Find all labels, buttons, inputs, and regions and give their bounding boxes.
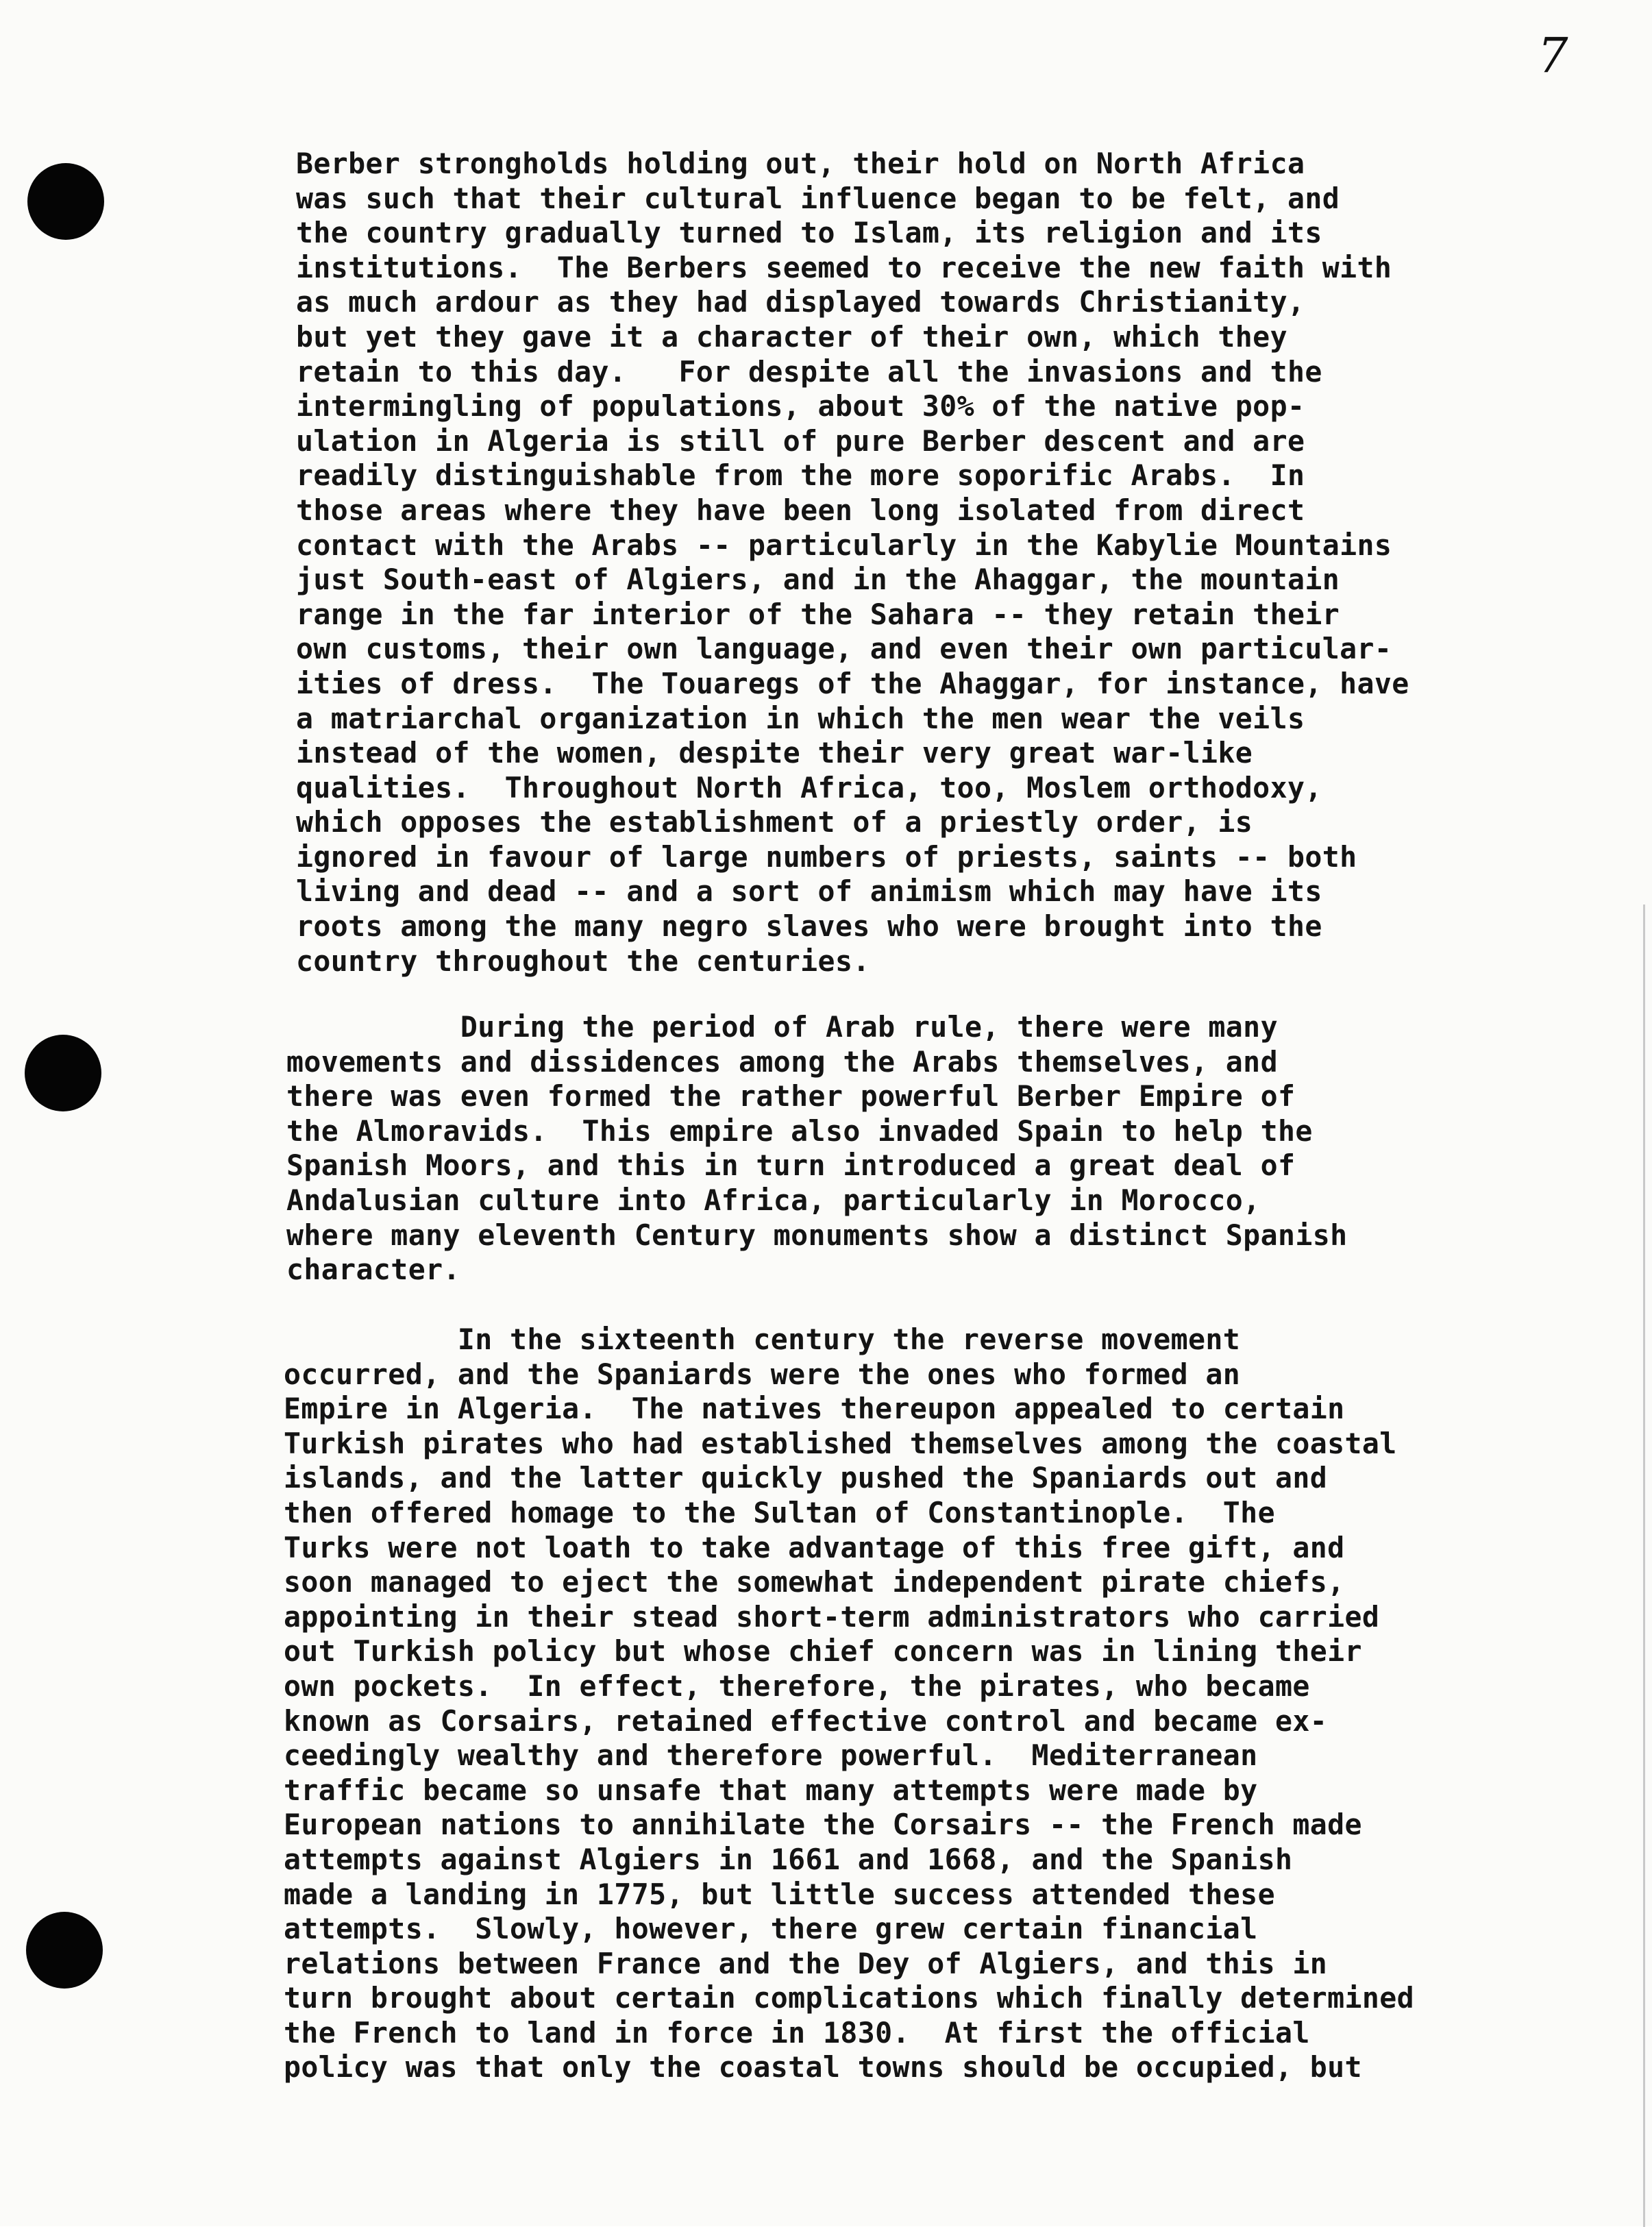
text-line: range in the far interior of the Sahara -- they retain their	[296, 597, 1340, 631]
text-line: those areas where they have been long isolated from direct	[296, 493, 1305, 527]
text-line: instead of the women, despite their very great war-like	[296, 736, 1253, 770]
text-line: contact with the Arabs -- particularly in the Kabylie Mountains	[296, 528, 1392, 562]
text-line: qualities. Throughout North Africa, too, Moslem orthodoxy,	[296, 770, 1322, 804]
text-line: ignored in favour of large numbers of priests, saints -- both	[296, 839, 1357, 874]
text-line: living and dead -- and a sort of animism which may have its	[296, 874, 1322, 909]
text-line: soon managed to eject the somewhat independent pirate chiefs,	[284, 1565, 1345, 1599]
text-line: where many eleventh Century monuments show a distinct Spanish	[286, 1218, 1348, 1252]
text-line: Andalusian culture into Africa, particularly in Morocco,	[286, 1183, 1261, 1217]
text-line: intermingling of populations, about 30% of the native pop-	[296, 389, 1305, 423]
text-line: retain to this day. For despite all the invasions and the	[296, 354, 1322, 389]
text-line: During the period of Arab rule, there were many	[286, 1010, 1278, 1044]
text-line: Berber strongholds holding out, their hold on North Africa	[296, 147, 1305, 180]
text-line: character.	[286, 1253, 460, 1287]
text-line: attempts against Algiers in 1661 and 1668, and the Spanish	[284, 1842, 1293, 1876]
text-line: ities of dress. The Touaregs of the Ahaggar, for instance, have	[296, 666, 1409, 700]
text-line: the Almoravids. This empire also invaded Spain to help the	[286, 1114, 1313, 1148]
text-line: a matriarchal organization in which the men wear the veils	[296, 701, 1305, 735]
text-line: ceedingly wealthy and therefore powerful. Mediterranean	[284, 1738, 1258, 1773]
text-line: Turkish pirates who had established themselves among the coastal	[284, 1426, 1397, 1460]
text-line: there was even formed the rather powerful Berber Empire of	[286, 1079, 1296, 1114]
text-line: was such that their cultural influence began to be felt, and	[296, 181, 1340, 215]
text-line: islands, and the latter quickly pushed the Spaniards out and	[284, 1461, 1328, 1495]
text-line: own pockets. In effect, therefore, the pirates, who became	[284, 1669, 1310, 1703]
text-line: Empire in Algeria. The natives thereupon appealed to certain	[284, 1392, 1345, 1426]
paper-edge-shadow	[1643, 905, 1645, 2227]
text-line: Turks were not loath to take advantage of this free gift, and	[284, 1530, 1345, 1564]
text-line: which opposes the establishment of a priestly order, is	[296, 805, 1253, 839]
text-line: the French to land in force in 1830. At first the official	[284, 2015, 1310, 2050]
text-line: policy was that only the coastal towns should be occupied, but	[284, 2050, 1362, 2084]
text-line: institutions. The Berbers seemed to receive the new faith with	[296, 250, 1392, 284]
text-line: readily distinguishable from the more soporific Arabs. In	[296, 458, 1305, 493]
punch-hole	[26, 1912, 103, 1989]
text-line: the country gradually turned to Islam, its religion and its	[296, 216, 1322, 250]
punch-hole	[27, 163, 104, 240]
text-line: occurred, and the Spaniards were the ones who formed an	[284, 1357, 1241, 1391]
text-line: then offered homage to the Sultan of Constantinople. The	[284, 1495, 1275, 1529]
text-line: as much ardour as they had displayed towards Christianity,	[296, 285, 1305, 319]
text-line: known as Corsairs, retained effective control and became ex-	[284, 1703, 1328, 1738]
text-line: just South-east of Algiers, and in the Ahaggar, the mountain	[296, 563, 1340, 597]
text-line: roots among the many negro slaves who were brought into the	[296, 909, 1322, 944]
paragraph	[286, 1010, 1623, 1288]
text-line: but yet they gave it a character of their own, which they	[296, 319, 1287, 354]
text-line: movements and dissidences among the Arabs themselves, and	[286, 1044, 1278, 1079]
text-line: appointing in their stead short-term administrators who carried	[284, 1599, 1380, 1634]
text-line: ulation in Algeria is still of pure Berber descent and are	[296, 423, 1305, 458]
text-line: country throughout the centuries.	[296, 944, 870, 978]
text-line: made a landing in 1775, but little success attended these	[284, 1877, 1275, 1911]
text-line: European nations to annihilate the Corsairs -- the French made	[284, 1808, 1362, 1842]
text-line: relations between France and the Dey of Algiers, and this in	[284, 1946, 1328, 1980]
text-line: traffic became so unsafe that many attempts were made by	[284, 1773, 1258, 1807]
paragraph	[296, 147, 1632, 979]
text-line: turn brought about certain complications which finally determined	[284, 1981, 1415, 2015]
text-line: Spanish Moors, and this in turn introduced a great deal of	[286, 1148, 1296, 1183]
paragraph	[284, 1322, 1620, 2085]
text-line: attempts. Slowly, however, there grew certain financial	[284, 1912, 1258, 1946]
text-line: out Turkish policy but whose chief concern was in lining their	[284, 1634, 1362, 1669]
page-number: 7	[1538, 27, 1568, 84]
punch-hole	[25, 1035, 101, 1111]
text-line: own customs, their own language, and even their own particular-	[296, 632, 1392, 666]
text-line: In the sixteenth century the reverse movement	[284, 1322, 1241, 1356]
